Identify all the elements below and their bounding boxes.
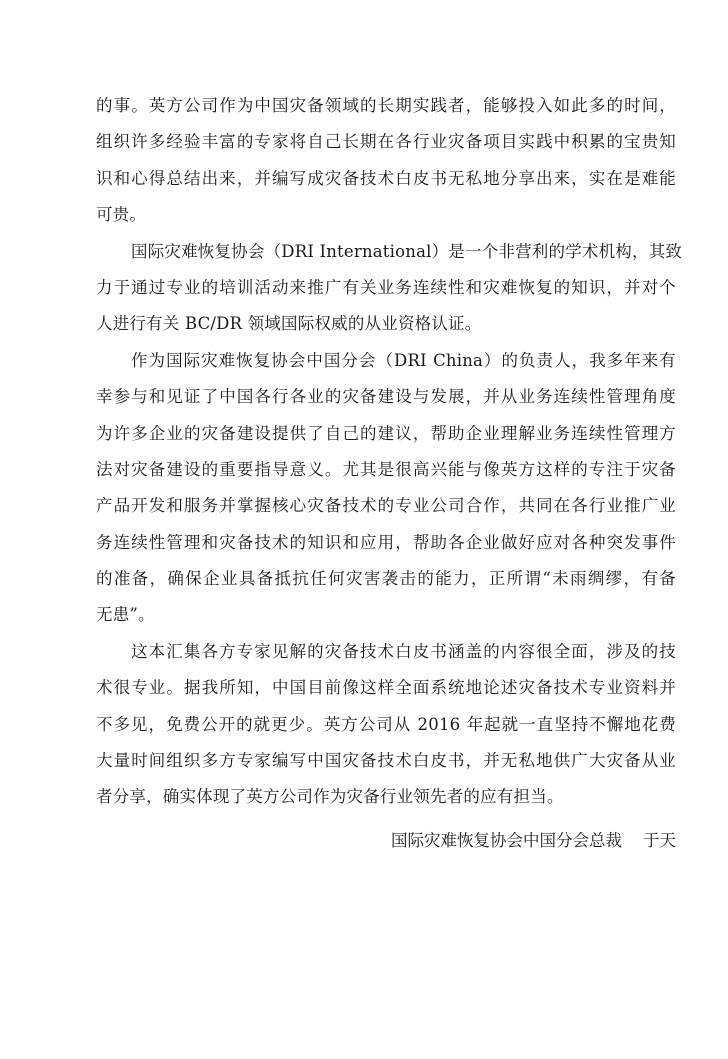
text-line: 力于通过专业的培训活动来推广有关业务连续性和灾难恢复的知识，并对个	[96, 277, 676, 297]
text-line: 大量时间组织多方专家编写中国灾备技术白皮书，并无私地供广大灾备从业	[96, 751, 676, 771]
paragraph-1	[96, 88, 676, 234]
text-line: 的事。英方公司作为中国灾备领域的长期实践者，能够投入如此多的时间，	[96, 96, 676, 115]
text-line: 的准备，确保企业具备抵抗任何灾害袭击的能力，正所谓“未雨绸缪，有备	[96, 569, 676, 589]
text-line: 这本汇集各方专家见解的灾备技术白皮书涵盖的内容很全面，涉及的技	[131, 641, 676, 661]
body-text	[96, 88, 683, 816]
text-line: 产品开发和服务并掌握核心灾备技术的专业公司合作，共同在各行业推广业	[96, 496, 676, 516]
paragraph-2	[96, 234, 683, 343]
text-line: 术很专业。据我所知，中国目前像这样全面系统地论述灾备技术专业资料并	[96, 678, 676, 698]
text-line: 无患”。	[96, 605, 155, 625]
text-line: 人进行有关 BC/DR 领域国际权威的从业资格认证。	[96, 314, 482, 334]
text-line: 国际灾难恢复协会（DRI International）是一个非营利的学术机构，其致	[131, 241, 683, 261]
text-line: 法对灾备建设的重要指导意义。尤其是很高兴能与像英方这样的专注于灾备	[96, 459, 676, 479]
text-line: 作为国际灾难恢复协会中国分会（DRI China）的负责人，我多年来有	[131, 350, 676, 370]
signature: 国际灾难恢复协会中国分会总裁 于天	[391, 831, 676, 850]
text-line: 识和心得总结出来，并编写成灾备技术白皮书无私地分享出来，实在是难能	[96, 168, 676, 188]
paragraph-3	[96, 343, 676, 634]
text-line: 为许多企业的灾备建设提供了自己的建议，帮助企业理解业务连续性管理方	[96, 423, 676, 443]
text-line: 幸参与和见证了中国各行各业的灾备建设与发展，并从业务连续性管理角度	[96, 387, 676, 407]
paragraph-4	[96, 634, 676, 816]
text-line: 不多见，免费公开的就更少。英方公司从 2016 年起就一直坚持不懈地花费	[96, 714, 676, 734]
text-line: 组织许多经验丰富的专家将自己长期在各行业灾备项目实践中积累的宝贵知	[96, 132, 676, 152]
text-line: 可贵。	[96, 205, 147, 225]
text-line: 务连续性管理和灾备技术的知识和应用，帮助各企业做好应对各种突发事件	[96, 532, 676, 552]
text-line: 者分享，确实体现了英方公司作为灾备行业领先者的应有担当。	[96, 787, 564, 807]
